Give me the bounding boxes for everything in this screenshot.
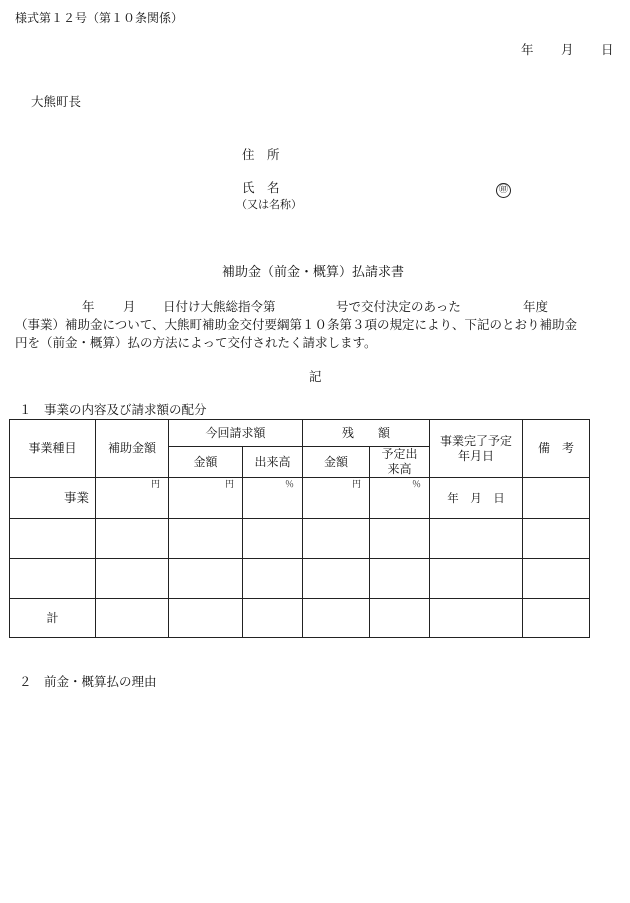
addressee: 大熊町長 xyxy=(31,94,82,109)
body-line-2: （事業）補助金について、大熊町補助金交付要綱第１０条第３項の規定により、下記のとおり補助金 xyxy=(15,317,578,332)
unit-percent: ％ xyxy=(285,480,295,490)
form-number: 様式第１２号（第１０条関係） xyxy=(15,11,184,25)
table-row xyxy=(10,519,590,559)
seal-icon: ㊞ xyxy=(496,183,511,198)
header-balance-amount: 金額 xyxy=(303,447,370,478)
row-1-label: 事業 xyxy=(63,490,89,506)
body-day-text: 日付け大熊総指令第 xyxy=(163,299,276,314)
body-line-3: 円を（前金・概算）払の方法によって交付されたく請求します。 xyxy=(15,335,377,350)
header-subsidy-amount: 補助金額 xyxy=(96,420,169,478)
date-year-label: 年 xyxy=(521,42,534,57)
row-1-completion-date xyxy=(430,478,523,519)
ki-heading: 記 xyxy=(309,369,322,384)
request-allocation-table xyxy=(9,419,590,638)
header-current-request: 今回請求額 xyxy=(169,420,303,447)
name-note: （又は名称） xyxy=(236,198,302,211)
document-title: 補助金（前金・概算）払請求書 xyxy=(222,265,405,280)
header-project-type: 事業種目 xyxy=(10,420,96,478)
completion-date-text: 事業完了予定年月日 xyxy=(440,433,513,463)
address-label: 住 所 xyxy=(242,147,280,162)
name-label: 氏 名 xyxy=(242,180,280,195)
row-1-remarks xyxy=(523,478,590,519)
planned-completion-text: 予定出来高 xyxy=(381,447,418,476)
row-1-balance-amount xyxy=(303,478,370,519)
row-1-current-completion xyxy=(243,478,303,519)
header-balance: 残 額 xyxy=(303,420,430,447)
body-month: 月 xyxy=(123,299,136,314)
date-month-label: 月 xyxy=(561,42,574,57)
row-1-current-amount xyxy=(169,478,243,519)
body-fiscal-year: 年度 xyxy=(523,299,549,314)
header-current-completion: 出来高 xyxy=(243,447,303,478)
row-1-planned-completion xyxy=(370,478,430,519)
header-completion-date xyxy=(430,420,523,478)
unit-yen: 円 xyxy=(352,480,362,490)
row-1-subsidy-amount xyxy=(96,478,169,519)
row-1-project-type xyxy=(10,478,96,519)
section-1-title: １ 事業の内容及び請求額の配分 xyxy=(19,402,207,417)
body-year: 年 xyxy=(82,299,95,314)
date-day-label: 日 xyxy=(601,42,614,57)
table-row xyxy=(10,559,590,599)
row-1-date-text: 年 月 日 xyxy=(447,490,505,505)
unit-yen: 円 xyxy=(150,480,160,490)
unit-yen: 円 xyxy=(224,480,234,490)
seal-mark xyxy=(496,182,511,198)
header-planned-completion xyxy=(370,447,430,478)
unit-percent: ％ xyxy=(412,480,422,490)
total-label: 計 xyxy=(10,599,96,638)
body-number-text: 号で交付決定のあった xyxy=(336,299,461,314)
section-2-title: ２ 前金・概算払の理由 xyxy=(19,674,157,689)
header-current-amount: 金額 xyxy=(169,447,243,478)
header-remarks: 備 考 xyxy=(523,420,590,478)
